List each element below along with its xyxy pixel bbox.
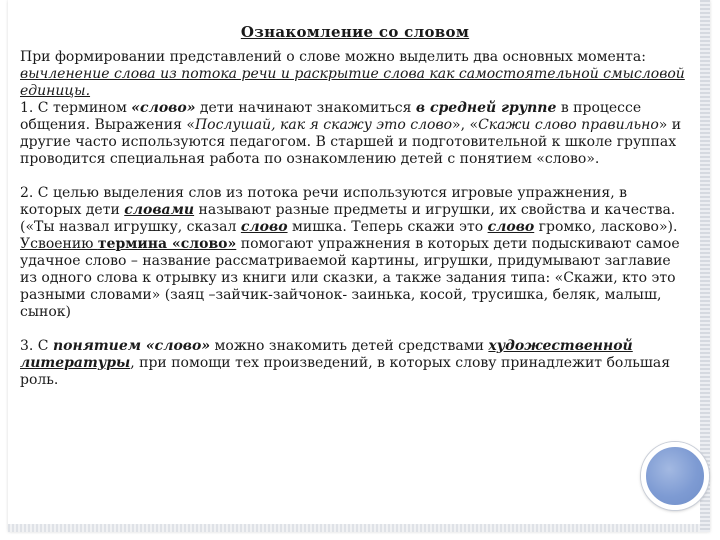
- p2-example: мишка. Теперь скажи это: [287, 219, 488, 235]
- slide-title: Ознакомление со словом: [240, 23, 470, 41]
- paragraph-3: [20, 338, 690, 389]
- p1-text: » и другие часто используются педагогом. В старшей и подготовительной к школе группах проводится специальная работа по ознакомлению детей с понятием «слово».: [20, 117, 682, 167]
- p1-quote: Скажи слово правильно: [478, 117, 659, 133]
- p3-text: 3. С: [20, 338, 53, 354]
- paragraph-2: [20, 185, 690, 321]
- p1-text: 1. С термином: [20, 100, 132, 116]
- p2-term: термина «слово»: [97, 236, 237, 252]
- p2-term: словами: [124, 202, 195, 218]
- p1-term: «слово»: [131, 100, 196, 116]
- p2-text: называют разные предметы и игрушки, их свойства и качества.: [194, 202, 676, 218]
- p1-quote: Послушай, как я скажу это слово: [194, 117, 453, 133]
- p3-text: , при помощи тех произведений, в которых слову принадлежит большая роль.: [20, 355, 671, 388]
- slide-content: [20, 24, 690, 389]
- p1-text: дети начинают знакомиться: [195, 100, 416, 116]
- p3-term: понятием «слово»: [52, 338, 211, 354]
- p1-text: При формировании представлений о слове можно выделить два основных момента:: [20, 49, 646, 65]
- paragraph-1: [20, 49, 690, 168]
- p2-text: 2. С целью выделения слов из потока речи используются игровые упражнения, в которых дети: [20, 185, 627, 218]
- p2-example: громко, ласково»).: [534, 219, 678, 235]
- decorative-bottom-band: [8, 524, 700, 532]
- p2-term: слово: [487, 219, 535, 235]
- p1-emphasis: вычленение слова из потока речи и раскрытие слова как самостоятельной смысловой единицы.: [20, 66, 685, 99]
- decorative-circle-icon: [641, 442, 709, 510]
- p1-text: в процессе общения. Выражения «: [20, 100, 642, 133]
- p3-term: художественной литературы: [20, 338, 633, 371]
- decorative-side-stripe: [700, 0, 710, 532]
- p2-term: слово: [240, 219, 288, 235]
- p2-example: («Ты назвал игрушку, сказал: [20, 219, 241, 235]
- p3-text: можно знакомить детей средствами: [210, 338, 489, 354]
- p1-text: », «: [452, 117, 479, 133]
- p2-text: Усвоению: [20, 236, 98, 252]
- p1-group: в средней группе: [415, 100, 557, 116]
- p2-text: помогают упражнения в которых дети подыскивают самое удачное слово – название рассматриваемой картины, игрушки, придумывают заглавие из одного слова к отрывку из книги или сказки, а также задания типа: «Скажи, кто это разными словами» (заяц –зайчик-зайчонок- заинька, косой, трусишка, беляк, малыш, сынок): [20, 236, 680, 320]
